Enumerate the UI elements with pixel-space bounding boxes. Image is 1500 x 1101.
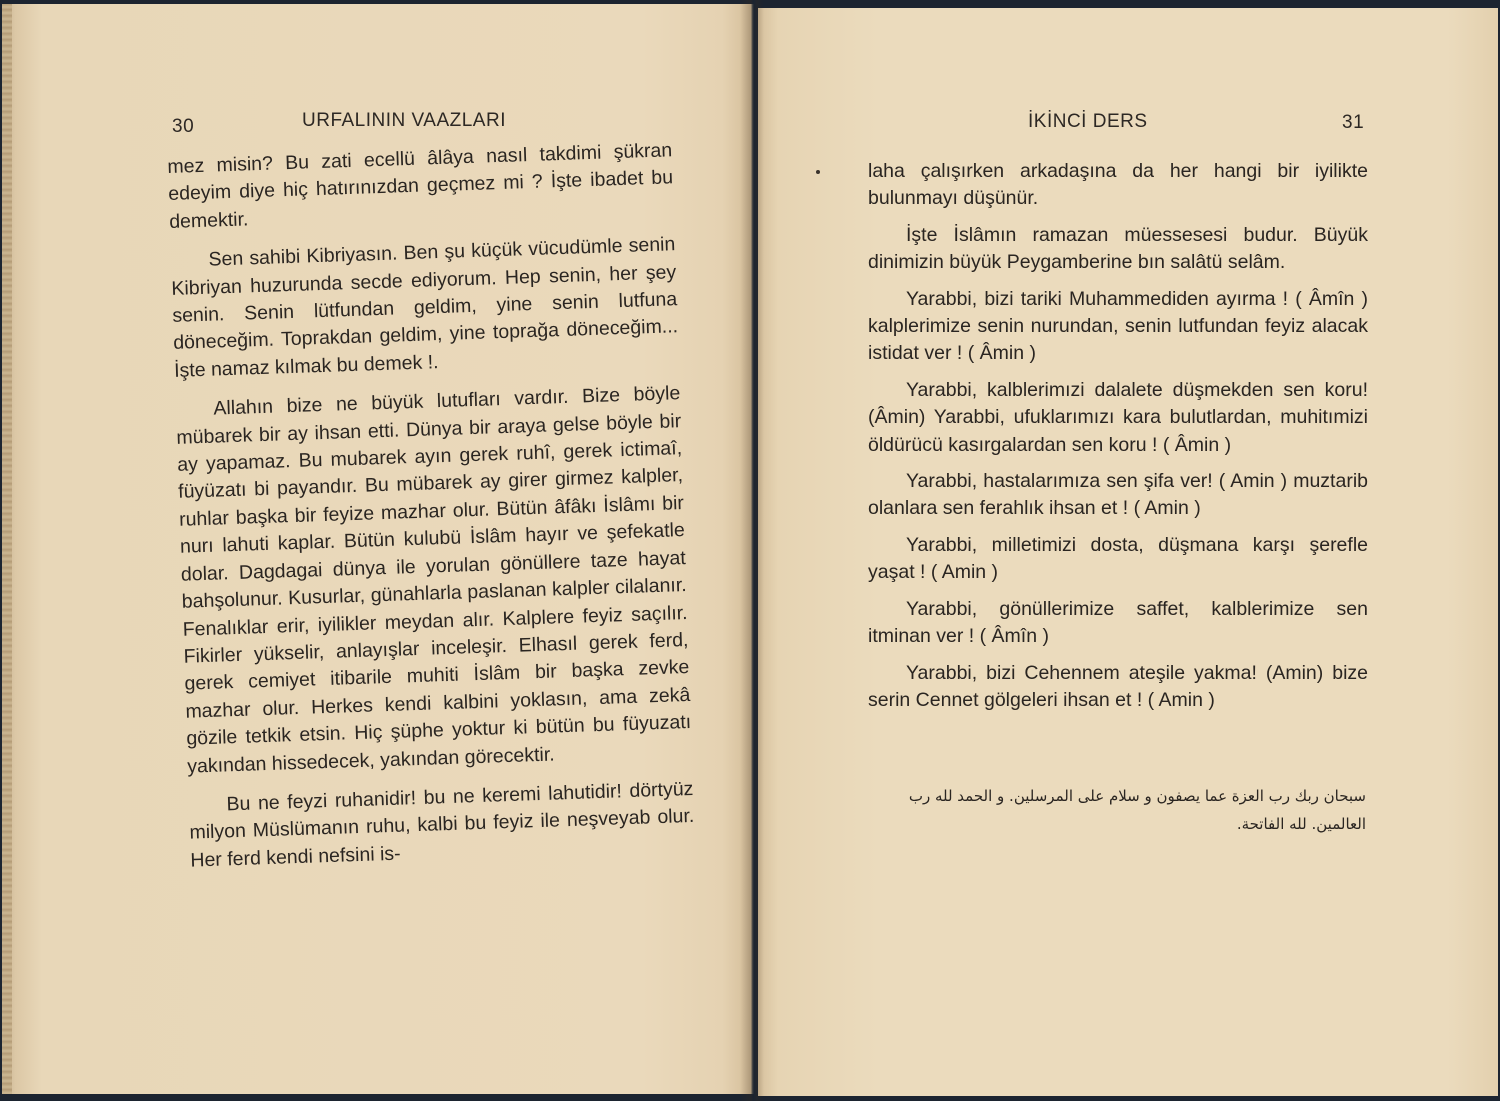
paragraph: Yarabbi, bizi tariki Muhammediden ayırma ! ( Âmîn ) kalplerimize senin nurundan, senin lutfundan feyiz alacak istidat ver ! ( Âmin )	[868, 287, 1368, 365]
paragraph: Yarabbi, hastalarımıza sen şifa ver! ( Amin ) muztarib olanlara sen ferahlık ihsan et ! ( Amin )	[868, 470, 1368, 520]
right-body-text	[868, 158, 1368, 723]
left-page	[2, 4, 754, 1094]
running-title-left: URFALININ VAAZLARI	[302, 110, 506, 131]
paragraph: mez misin? Bu zati ecellü âlâya nasıl takdimi şükran edeyim diye hiç hatırınızdan geçmez mi ? İşte ibadet bu demektir.	[167, 139, 674, 233]
right-page	[758, 8, 1498, 1096]
paragraph: Yarabbi, bizi Cehennem ateşile yakma! (Amin) bize serin Cennet gölgeleri ihsan et ! ( Amin )	[868, 661, 1368, 711]
running-title-right: İKİNCİ DERS	[1028, 111, 1148, 132]
paragraph: Yarabbi, gönüllerimize saffet, kalblerimize sen itminan ver ! ( Âmîn )	[868, 597, 1368, 648]
paragraph: Yarabbi, milletimizi dosta, düşmana karşı şerefle yaşat ! ( Amin )	[868, 533, 1368, 584]
paragraph: Allahın bize ne büyük lutufları vardır. Bize böyle mübarek bir ay ihsan etti. Dünya bir araya gelse böyle bir ay yapamaz. Bu mubarek ayın gerek ruhî, gerek ictimaî, füyüzatı bi payandır. Bu mübarek ay girer girmez kalpler, ruhlar başka bir feyize mazhar olur. Bütün âfâkı İslâmı bir nurı lahuti kaplar. Bütün kulubü İslâm hayır ve şefekatle dolar. Dagdagai dünya ile yorulan gönüllere taze hayat bahşolunur. Kusurlar, günahlarla paslanan kalpler cilalanır. Fenalıklar erir, iyilikler meydan alır. Kalplere feyiz saçılır. Fikirler yükselir, anlayışlar inceleşir. Elhasıl gerek ferd, gerek cemiyet itibarile muhiti İslâm bir başka zevke mazhar olur. Herkes kendi kalbini yoklasın, ama zekâ gözile tetkik etsin. Hiç şüphe yoktur ki bütün bu füyuzatı yakından hissedecek, yakından görecektir.	[176, 382, 692, 778]
arabic-closing-prayer: سبحان ربك رب العزة عما يصفون و سلام على المرسلين. و الحمد لله رب العالمين. لله الفاتحة.	[908, 787, 1366, 833]
left-body-text	[167, 137, 696, 886]
ink-mark	[816, 170, 820, 174]
paragraph: Yarabbi, kalblerimızi dalalete düşmekden sen koru! (Âmin) Yarabbi, ufuklarımızı kara bulutlardan, muhitımizi öldürücü kasırgalardan sen koru ! ( Âmin )	[868, 378, 1368, 456]
book-gutter	[740, 0, 764, 1101]
page-number-left: 30	[172, 116, 195, 137]
paragraph: laha çalışırken arkadaşına da her hangi bir iyilikte bulunmayı düşünür.	[868, 160, 1368, 210]
paragraph: Bu ne feyzi ruhanidir! bu ne keremi lahutidir! dörtyüz milyon Müslümanın ruhu, kalbi bu feyiz ile neşveyab olur. Her ferd kendi nefsini is-	[189, 777, 695, 872]
page-number-right: 31	[1342, 112, 1365, 133]
paragraph: İşte İslâmın ramazan müessesesi budur. Büyük dinimizin büyük Peygamberine bın salâtü selâm.	[868, 223, 1368, 274]
paragraph: Sen sahibi Kibriyasın. Ben şu küçük vücudümle senin Kibriyan huzurunda secde ediyorum. Hep senin, her şey senin. Senin lütfundan geldim, yine senin lutfuna döneceğim. Toprakdan geldim, yine toprağa döneceğim... İşte namaz kılmak bu demek !.	[171, 233, 679, 382]
page-edge	[2, 4, 12, 1094]
